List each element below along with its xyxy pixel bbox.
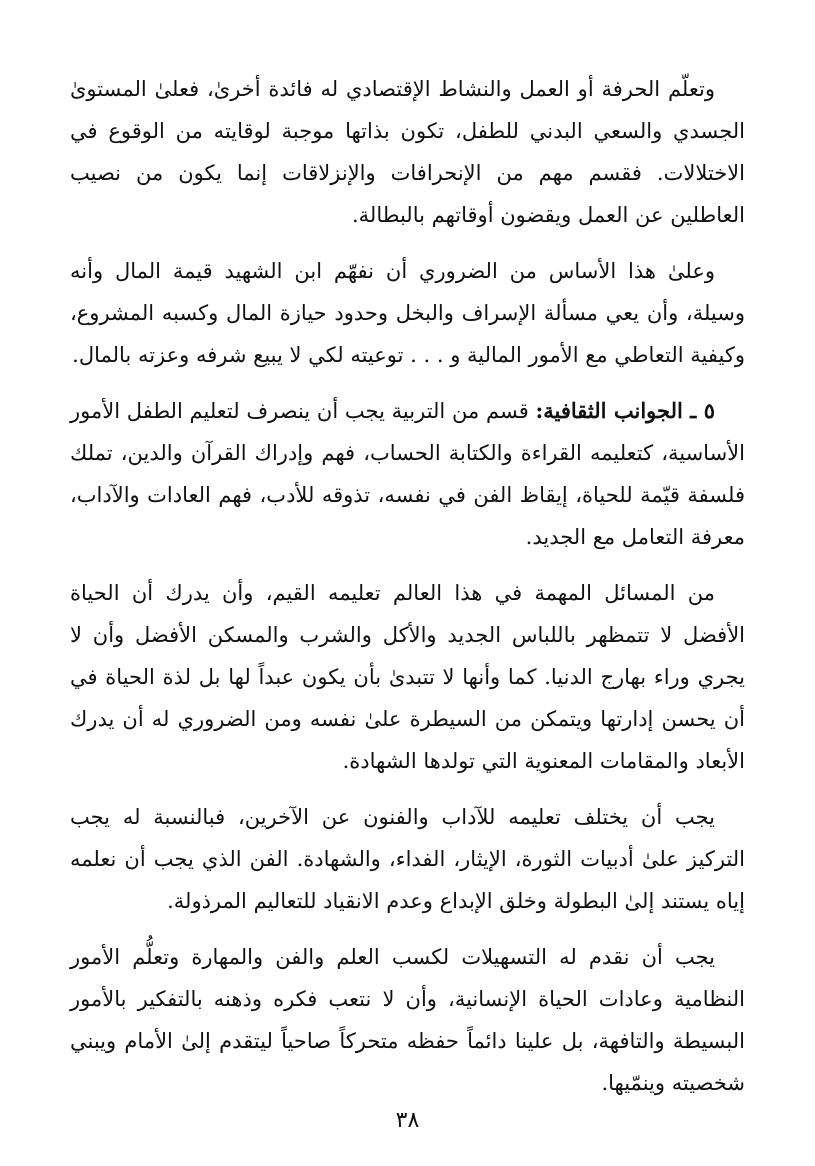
paragraph-1: وتعلّم الحرفة أو العمل والنشاط الإقتصادي له فائدة أخرىٰ، فعلىٰ المستوىٰ الجسدي والسعي البدني للطفل، تكون بذاتها موجبة لوقايته من الوقوع في الاختلالات. فقسم مهم من الإنحرافات والإنزلاقات إنما يكون من نصيب العاطلين عن العمل ويقضون أوقاتهم بالبطالة. [70, 77, 745, 227]
paragraph-3 [70, 390, 745, 558]
page-number: ٣٨ [395, 1108, 420, 1133]
paragraph-5: يجب أن يختلف تعليمه للآداب والفنون عن الآخرين، فبالنسبة له يجب التركيز علىٰ أدبيات الثورة، الإيثار، الفداء، والشهادة. الفن الذي يجب أن نعلمه إياه يستند إلىٰ البطولة وخلق الإبداع وعدم الانقياد للتعاليم المرذولة. [70, 805, 745, 913]
paragraph-4: من المسائل المهمة في هذا العالم تعليمه القيم، وأن يدرك أن الحياة الأفضل لا تتمظهر باللباس الجديد والأكل والشرب والمسكن الأفضل وأن لا يجري وراء بهارج الدنيا. كما وأنها لا تتبدىٰ بأن يكون عبداً لها بل لذة الحياة في أن يحسن إدارتها ويتمكن من السيطرة علىٰ نفسه ومن الضروري له أن يدرك الأبعاد والمقامات المعنوية التي تولدها الشهادة. [70, 581, 745, 773]
paragraph-3-text: قسم من التربية يجب أن ينصرف لتعليم الطفل الأمور الأساسية، كتعليمه القراءة والكتابة الحساب، فهم وإدراك القرآن والدين، تملك فلسفة قيّمة للحياة، إيقاظ الفن في نفسه، تذوقه للأدب، فهم العادات والآداب، معرفة التعامل مع الجديد. [70, 399, 745, 549]
page-body [70, 68, 745, 1118]
paragraph-6: يجب أن نقدم له التسهيلات لكسب العلم والفن والمهارة وتعلُّم الأمور النظامية وعادات الحياة الإنسانية، وأن لا نتعب فكره وذهنه بالتفكير بالأمور البسيطة والتافهة، بل علينا دائماً حفظه متحركاً صاحياً ليتقدم إلىٰ الأمام ويبني شخصيته وينمّيها. [70, 945, 745, 1095]
section-heading-cultural: ٥ ـ الجوانب الثقافية: [535, 398, 715, 423]
paragraph-2: وعلىٰ هذا الأساس من الضروري أن نفهّم ابن الشهيد قيمة المال وأنه وسيلة، وأن يعي مسألة الإسراف والبخل وحدود حيازة المال وكسبه المشروع، وكيفية التعاطي مع الأمور المالية و . . . توعيته لكي لا يبيع شرفه وعزته بالمال. [70, 259, 745, 367]
